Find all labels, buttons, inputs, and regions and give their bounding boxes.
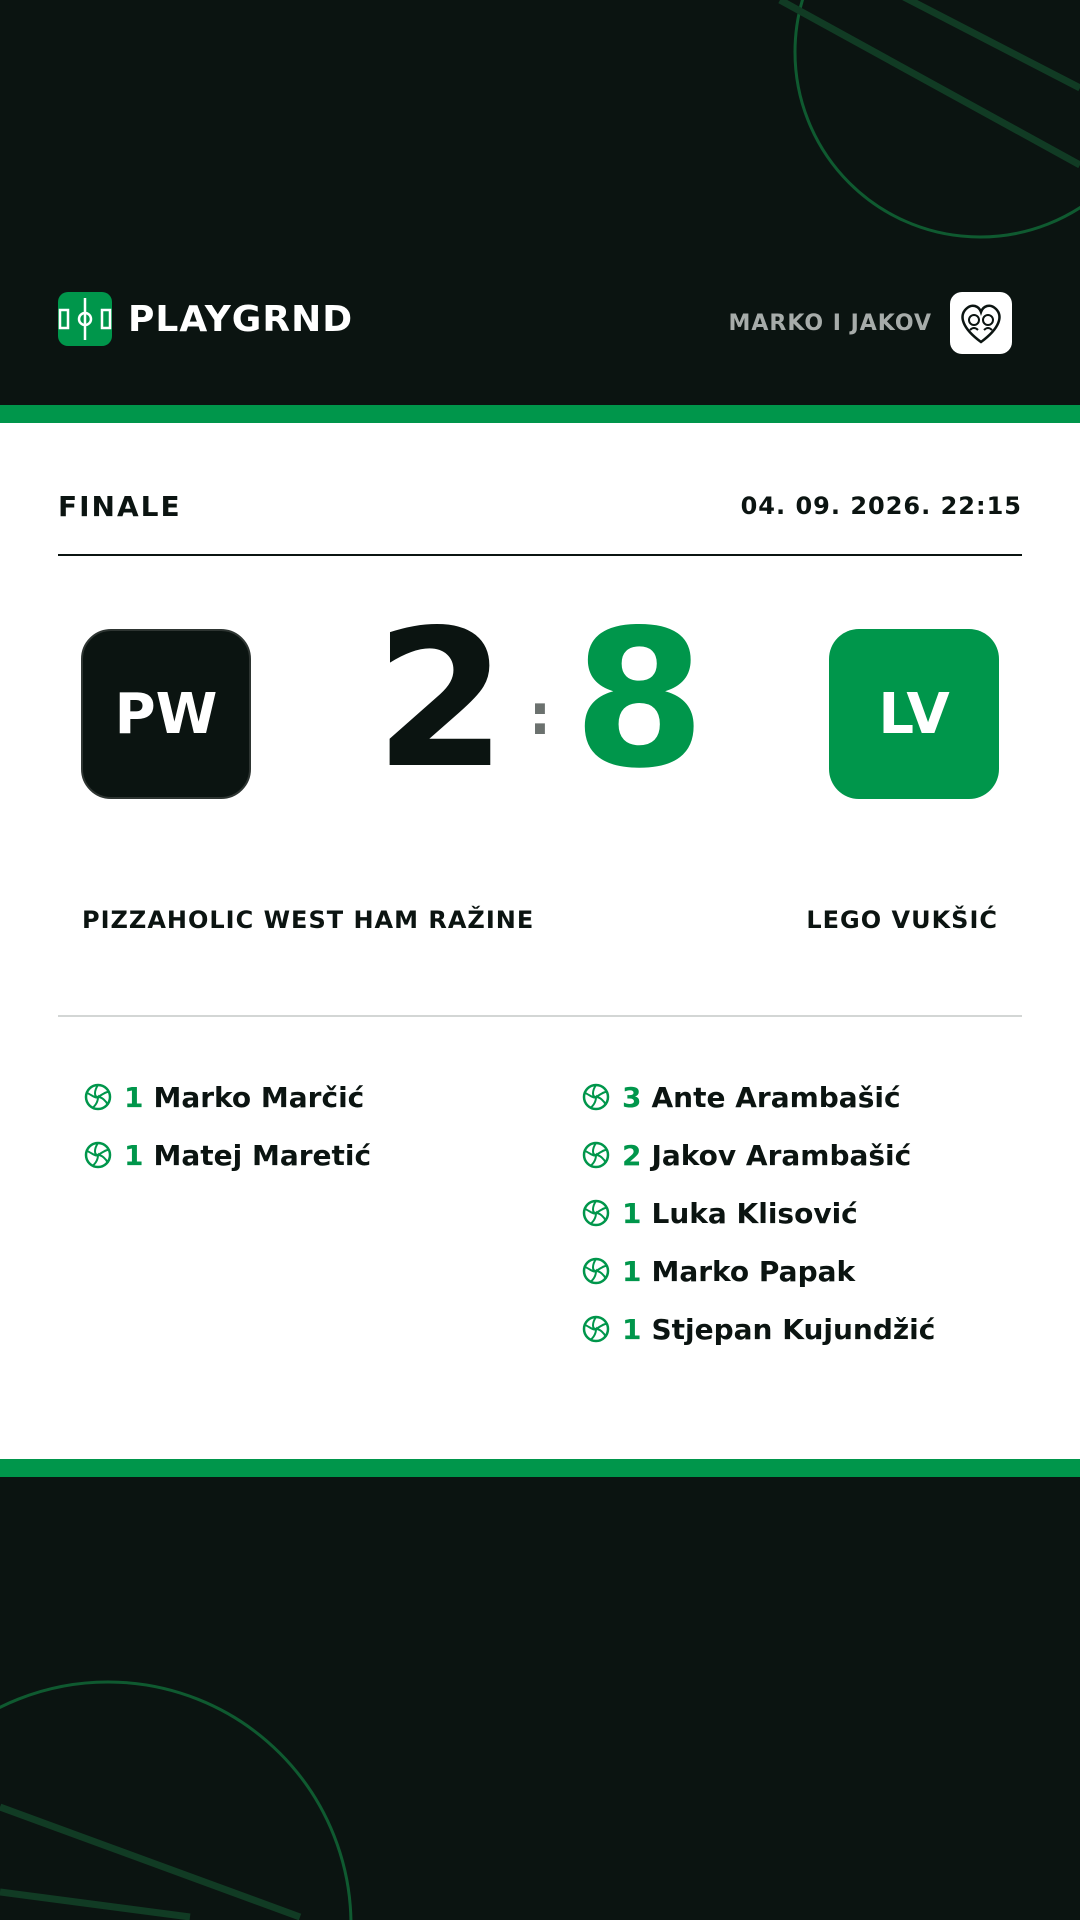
ball-icon: [582, 1141, 610, 1169]
list-item: [582, 1068, 935, 1126]
player-name: Stjepan Kujundžić: [651, 1312, 936, 1346]
goal-count: 3: [622, 1080, 642, 1114]
ball-icon: [582, 1083, 610, 1111]
list-item: [582, 1184, 935, 1242]
match-stage: FINALE: [58, 490, 182, 523]
ball-icon: [84, 1141, 112, 1169]
home-team-badge: PW: [81, 629, 251, 799]
home-scorers-list: [84, 1068, 371, 1184]
list-item: [582, 1126, 935, 1184]
away-scorers-list: [582, 1068, 935, 1358]
player-name: Marko Papak: [651, 1254, 856, 1288]
heart-faces-logo: [950, 292, 1012, 354]
pitch-lines-decoration: [0, 1477, 1080, 1920]
ball-icon: [582, 1315, 610, 1343]
ball-icon: [582, 1199, 610, 1227]
brand: [58, 292, 353, 346]
pitch-icon: [58, 292, 112, 346]
score-separator: :: [528, 682, 552, 748]
list-item: [84, 1068, 371, 1126]
accent-stripe-bottom: [0, 1459, 1080, 1477]
away-team-name: LEGO VUKŠIĆ: [806, 906, 998, 934]
player-name: Luka Klisović: [651, 1196, 858, 1230]
ball-icon: [582, 1257, 610, 1285]
goal-count: 2: [622, 1138, 642, 1172]
goal-count: 1: [622, 1312, 642, 1346]
divider: [58, 1015, 1022, 1017]
list-item: [582, 1300, 935, 1358]
footer-banner: [0, 1477, 1080, 1920]
player-name: Matej Maretić: [153, 1138, 372, 1172]
player-name: Marko Marčić: [153, 1080, 365, 1114]
goal-count: 1: [124, 1138, 144, 1172]
goal-count: 1: [622, 1196, 642, 1230]
sponsor-name: MARKO I JAKOV: [728, 310, 932, 336]
brand-name: PLAYGRND: [128, 298, 354, 340]
accent-stripe-top: [0, 405, 1080, 423]
home-team-name: PIZZAHOLIC WEST HAM RAŽINE: [82, 906, 535, 934]
ball-icon: [84, 1083, 112, 1111]
home-score: 2: [374, 589, 507, 810]
goal-count: 1: [622, 1254, 642, 1288]
scoreboard: [374, 589, 706, 810]
header-banner: [0, 0, 1080, 405]
list-item: [582, 1242, 935, 1300]
goal-count: 1: [124, 1080, 144, 1114]
match-datetime: 04. 09. 2026. 22:15: [740, 492, 1022, 520]
away-score: 8: [573, 589, 706, 810]
player-name: Ante Arambašić: [651, 1080, 901, 1114]
sponsor: [728, 292, 1012, 354]
list-item: [84, 1126, 371, 1184]
away-team-badge: LV: [829, 629, 999, 799]
player-name: Jakov Arambašić: [651, 1138, 912, 1172]
divider: [58, 554, 1022, 556]
